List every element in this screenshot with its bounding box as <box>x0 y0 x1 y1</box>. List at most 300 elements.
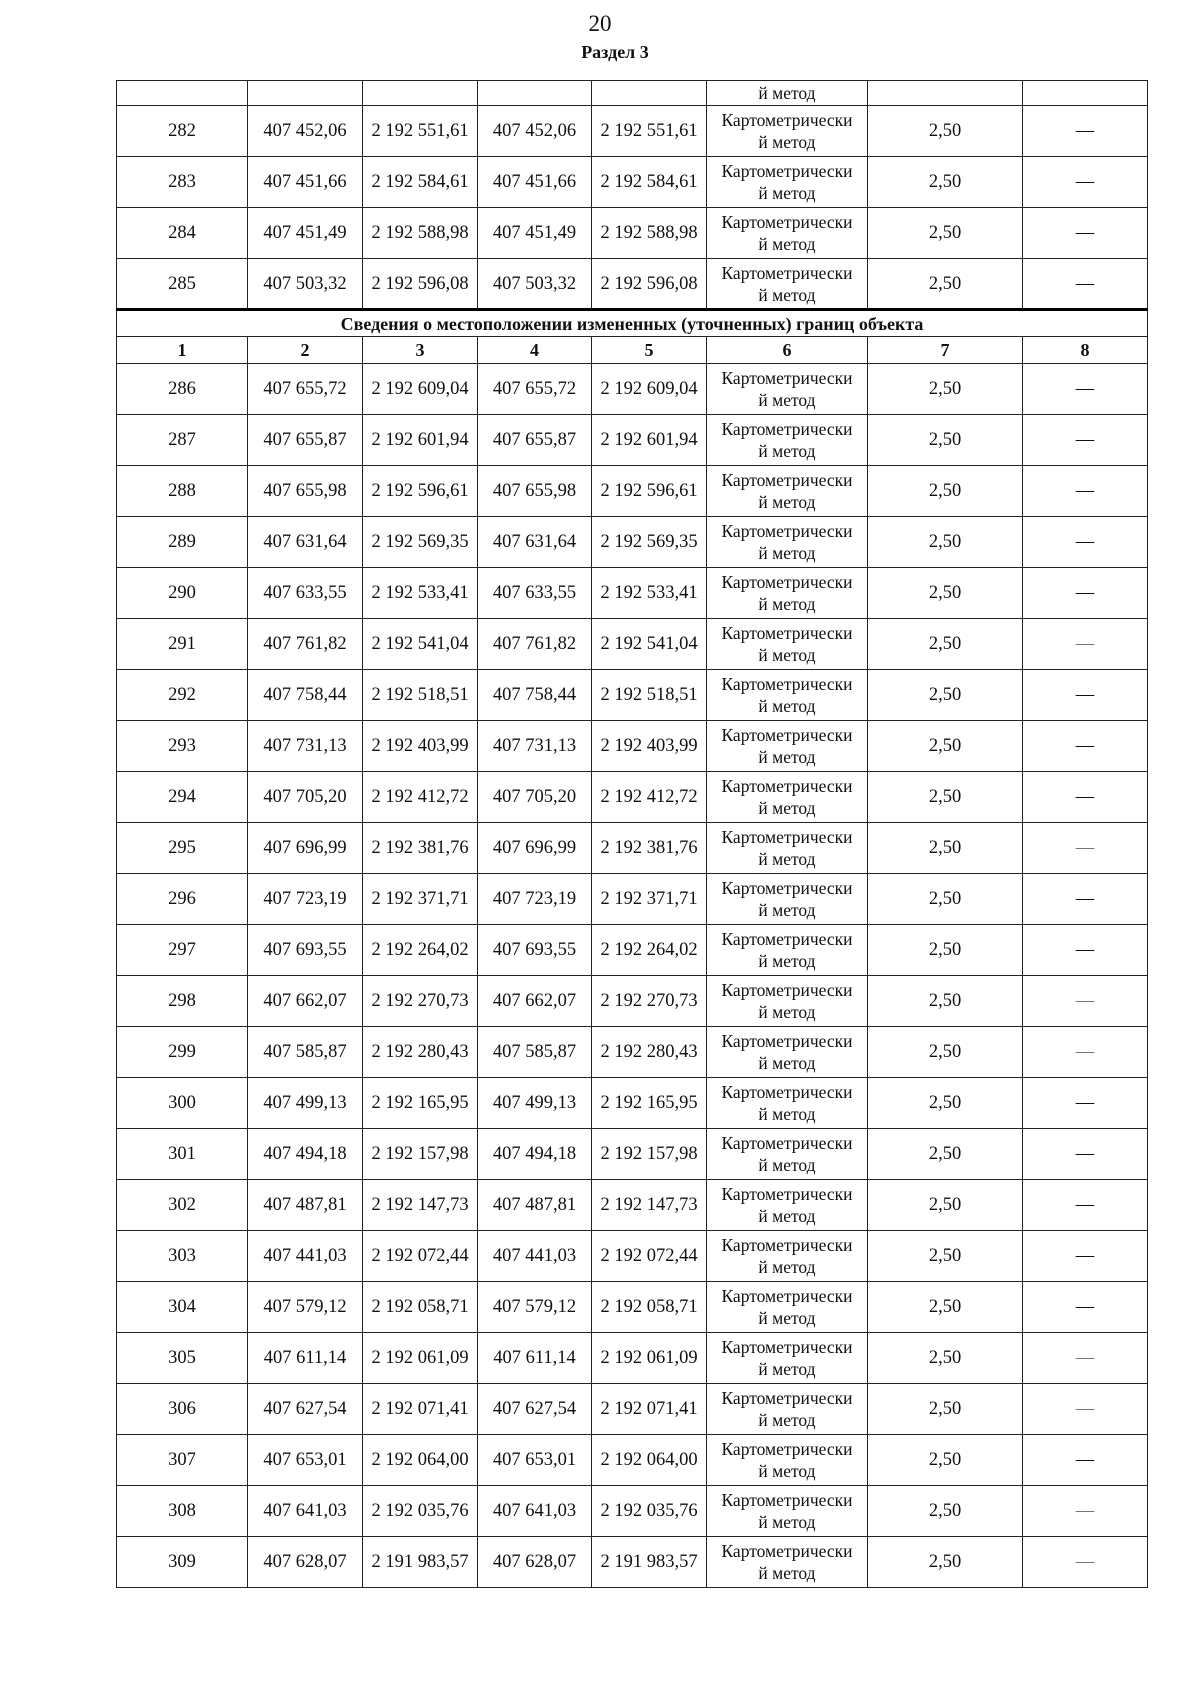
method-cell <box>707 1078 868 1129</box>
x-existing: 407 723,19 <box>248 874 363 925</box>
accuracy-value: 2,50 <box>868 568 1023 619</box>
y-refined: 2 192 064,00 <box>592 1435 707 1486</box>
method-line: й метод <box>758 492 816 512</box>
y-refined: 2 192 533,41 <box>592 568 707 619</box>
method-cell <box>707 1333 868 1384</box>
x-existing: 407 641,03 <box>248 1486 363 1537</box>
x-refined: 407 655,98 <box>478 466 592 517</box>
table-row <box>117 1129 1148 1180</box>
method-line: Картометрически <box>721 368 853 388</box>
y-refined: 2 192 596,08 <box>592 259 707 310</box>
section-header <box>117 310 1148 364</box>
note-dash: — <box>1023 415 1148 466</box>
table-row <box>117 823 1148 874</box>
accuracy-value: 2,50 <box>868 772 1023 823</box>
y-existing: 2 192 058,71 <box>363 1282 478 1333</box>
point-number: 307 <box>117 1435 248 1486</box>
table-row <box>117 1282 1148 1333</box>
x-existing: 407 503,32 <box>248 259 363 310</box>
x-existing: 407 705,20 <box>248 772 363 823</box>
table-row <box>117 259 1148 310</box>
accuracy-value: 2,50 <box>868 1537 1023 1588</box>
y-refined: 2 192 518,51 <box>592 670 707 721</box>
method-line: й метод <box>758 132 816 152</box>
method-line: й метод <box>758 594 816 614</box>
table-row <box>117 1537 1148 1588</box>
y-existing: 2 192 596,61 <box>363 466 478 517</box>
column-number: 4 <box>478 337 592 364</box>
method-line: Картометрически <box>721 419 853 439</box>
table-row <box>117 772 1148 823</box>
x-refined: 407 585,87 <box>478 1027 592 1078</box>
method-line: Картометрически <box>721 1388 853 1408</box>
note-dash: — <box>1023 1486 1148 1537</box>
x-refined: 407 487,81 <box>478 1180 592 1231</box>
method-line: й метод <box>758 183 816 203</box>
method-line: Картометрически <box>721 262 853 283</box>
x-existing: 407 758,44 <box>248 670 363 721</box>
y-existing: 2 192 541,04 <box>363 619 478 670</box>
point-number: 305 <box>117 1333 248 1384</box>
x-refined: 407 633,55 <box>478 568 592 619</box>
point-number: 295 <box>117 823 248 874</box>
accuracy-value: 2,50 <box>868 925 1023 976</box>
note-dash: — <box>1023 568 1148 619</box>
y-refined: 2 192 072,44 <box>592 1231 707 1282</box>
x-existing: 407 452,06 <box>248 106 363 157</box>
method-cell <box>707 466 868 517</box>
x-existing: 407 633,55 <box>248 568 363 619</box>
method-line: Картометрически <box>721 1439 853 1459</box>
x-refined: 407 705,20 <box>478 772 592 823</box>
x-existing: 407 761,82 <box>248 619 363 670</box>
y-refined: 2 192 381,76 <box>592 823 707 874</box>
y-existing: 2 192 551,61 <box>363 106 478 157</box>
table-row <box>117 976 1148 1027</box>
y-refined: 2 192 569,35 <box>592 517 707 568</box>
method-line: й метод <box>758 1359 816 1379</box>
note-dash: — <box>1023 106 1148 157</box>
method-line: Картометрически <box>721 470 853 490</box>
accuracy-value: 2,50 <box>868 415 1023 466</box>
y-refined: 2 192 061,09 <box>592 1333 707 1384</box>
accuracy-value: 2,50 <box>868 466 1023 517</box>
column-number: 6 <box>707 337 868 364</box>
accuracy-value: 2,50 <box>868 364 1023 415</box>
x-existing: 407 696,99 <box>248 823 363 874</box>
point-number: 300 <box>117 1078 248 1129</box>
y-existing: 2 192 584,61 <box>363 157 478 208</box>
note-dash: — <box>1023 772 1148 823</box>
point-number: 309 <box>117 1537 248 1588</box>
section-title: Раздел 3 <box>581 42 649 62</box>
x-refined: 407 662,07 <box>478 976 592 1027</box>
method-line: й метод <box>758 284 816 305</box>
accuracy-value: 2,50 <box>868 874 1023 925</box>
x-existing: 407 451,49 <box>248 208 363 259</box>
method-cell <box>707 670 868 721</box>
point-number: 284 <box>117 208 248 259</box>
method-line: Картометрически <box>721 929 853 949</box>
note-dash: — <box>1023 1282 1148 1333</box>
accuracy-value: 2,50 <box>868 208 1023 259</box>
x-refined: 407 693,55 <box>478 925 592 976</box>
column-number: 8 <box>1023 337 1148 364</box>
method-cell <box>707 1180 868 1231</box>
x-existing: 407 628,07 <box>248 1537 363 1588</box>
table-row <box>117 1231 1148 1282</box>
table-row <box>117 721 1148 772</box>
note-dash: — <box>1023 670 1148 721</box>
column-number: 1 <box>117 337 248 364</box>
method-line: й метод <box>758 1002 816 1022</box>
method-line: й метод <box>758 1512 816 1532</box>
y-existing: 2 192 533,41 <box>363 568 478 619</box>
point-number: 288 <box>117 466 248 517</box>
method-cell <box>707 721 868 772</box>
note-dash: — <box>1023 1435 1148 1486</box>
point-number: 303 <box>117 1231 248 1282</box>
note-dash: — <box>1023 1231 1148 1282</box>
method-line: Картометрически <box>721 1541 853 1561</box>
method-cell <box>707 925 868 976</box>
point-number: 291 <box>117 619 248 670</box>
method-line: й метод <box>758 1308 816 1328</box>
y-existing: 2 192 588,98 <box>363 208 478 259</box>
method-cell <box>707 1537 868 1588</box>
y-refined: 2 192 601,94 <box>592 415 707 466</box>
method-line: Картометрически <box>721 623 853 643</box>
y-refined: 2 191 983,57 <box>592 1537 707 1588</box>
x-refined: 407 499,13 <box>478 1078 592 1129</box>
method-line: й метод <box>758 645 816 665</box>
x-refined: 407 452,06 <box>478 106 592 157</box>
x-existing: 407 627,54 <box>248 1384 363 1435</box>
method-line: й метод <box>758 1155 816 1175</box>
point-number: 287 <box>117 415 248 466</box>
note-dash: — <box>1023 1537 1148 1588</box>
method-line: й метод <box>758 849 816 869</box>
method-cell <box>707 1435 868 1486</box>
table-row <box>117 568 1148 619</box>
x-refined: 407 631,64 <box>478 517 592 568</box>
x-refined: 407 761,82 <box>478 619 592 670</box>
x-refined: 407 655,72 <box>478 364 592 415</box>
accuracy-value: 2,50 <box>868 1231 1023 1282</box>
method-line: Картометрически <box>721 161 853 181</box>
method-cell <box>707 1384 868 1435</box>
y-refined: 2 192 157,98 <box>592 1129 707 1180</box>
x-existing: 407 655,72 <box>248 364 363 415</box>
method-cell <box>707 976 868 1027</box>
note-dash: — <box>1023 976 1148 1027</box>
method-cell <box>707 364 868 415</box>
x-refined: 407 628,07 <box>478 1537 592 1588</box>
method-cell <box>707 157 868 208</box>
note-dash: — <box>1023 364 1148 415</box>
method-line: й метод <box>758 1410 816 1430</box>
x-refined: 407 494,18 <box>478 1129 592 1180</box>
y-existing: 2 192 264,02 <box>363 925 478 976</box>
method-line: Картометрически <box>721 1235 853 1255</box>
y-existing: 2 192 165,95 <box>363 1078 478 1129</box>
x-refined: 407 696,99 <box>478 823 592 874</box>
y-refined: 2 192 412,72 <box>592 772 707 823</box>
note-dash: — <box>1023 1129 1148 1180</box>
y-refined: 2 192 541,04 <box>592 619 707 670</box>
x-existing: 407 631,64 <box>248 517 363 568</box>
y-existing: 2 192 403,99 <box>363 721 478 772</box>
method-cell <box>707 1282 868 1333</box>
point-number: 292 <box>117 670 248 721</box>
accuracy-value: 2,50 <box>868 1129 1023 1180</box>
y-existing: 2 192 596,08 <box>363 259 478 310</box>
method-line: й метод <box>758 798 816 818</box>
table-row <box>117 157 1148 208</box>
method-line: Картометрически <box>721 212 853 232</box>
point-number: 296 <box>117 874 248 925</box>
x-existing: 407 579,12 <box>248 1282 363 1333</box>
x-refined: 407 641,03 <box>478 1486 592 1537</box>
method-line: й метод <box>758 1461 816 1481</box>
x-existing: 407 494,18 <box>248 1129 363 1180</box>
note-dash: — <box>1023 157 1148 208</box>
note-dash: — <box>1023 619 1148 670</box>
column-numbers-row <box>117 337 1148 364</box>
y-refined: 2 192 165,95 <box>592 1078 707 1129</box>
note-dash: — <box>1023 823 1148 874</box>
method-line: Картометрически <box>721 521 853 541</box>
x-existing: 407 693,55 <box>248 925 363 976</box>
accuracy-value: 2,50 <box>868 1333 1023 1384</box>
x-refined: 407 627,54 <box>478 1384 592 1435</box>
method-line: й метод <box>758 1563 816 1583</box>
point-number: 286 <box>117 364 248 415</box>
method-line: й метод <box>758 234 816 254</box>
table-row <box>117 415 1148 466</box>
method-line: Картометрически <box>721 1337 853 1357</box>
x-existing: 407 451,66 <box>248 157 363 208</box>
table-row <box>117 1027 1148 1078</box>
method-cell <box>707 517 868 568</box>
y-existing: 2 192 381,76 <box>363 823 478 874</box>
method-cell <box>707 823 868 874</box>
method-line: й метод <box>758 543 816 563</box>
x-refined: 407 451,49 <box>478 208 592 259</box>
x-refined: 407 731,13 <box>478 721 592 772</box>
method-line: Картометрически <box>721 1490 853 1510</box>
accuracy-value: 2,50 <box>868 721 1023 772</box>
x-refined: 407 655,87 <box>478 415 592 466</box>
x-existing: 407 585,87 <box>248 1027 363 1078</box>
table-row <box>117 1435 1148 1486</box>
y-existing: 2 192 270,73 <box>363 976 478 1027</box>
point-number: 293 <box>117 721 248 772</box>
point-number: 285 <box>117 259 248 310</box>
coordinates-table <box>116 80 1148 1588</box>
section-heading-row <box>117 310 1148 337</box>
method-cell <box>707 106 868 157</box>
y-refined: 2 192 584,61 <box>592 157 707 208</box>
point-number: 299 <box>117 1027 248 1078</box>
y-refined: 2 192 147,73 <box>592 1180 707 1231</box>
x-refined: 407 723,19 <box>478 874 592 925</box>
method-cell <box>707 1027 868 1078</box>
x-existing: 407 655,87 <box>248 415 363 466</box>
y-existing: 2 192 064,00 <box>363 1435 478 1486</box>
table-row <box>117 517 1148 568</box>
method-line: Картометрически <box>721 827 853 847</box>
point-number: 294 <box>117 772 248 823</box>
y-existing: 2 192 071,41 <box>363 1384 478 1435</box>
y-refined: 2 192 280,43 <box>592 1027 707 1078</box>
method-line: й метод <box>758 951 816 971</box>
y-refined: 2 192 071,41 <box>592 1384 707 1435</box>
y-existing: 2 192 518,51 <box>363 670 478 721</box>
method-cell <box>707 259 868 310</box>
point-number: 308 <box>117 1486 248 1537</box>
point-number: 302 <box>117 1180 248 1231</box>
table-row <box>117 1078 1148 1129</box>
accuracy-value: 2,50 <box>868 670 1023 721</box>
point-number: 289 <box>117 517 248 568</box>
accuracy-value: 2,50 <box>868 1384 1023 1435</box>
table-row <box>117 619 1148 670</box>
accuracy-value: 2,50 <box>868 1282 1023 1333</box>
column-number: 3 <box>363 337 478 364</box>
y-refined: 2 192 270,73 <box>592 976 707 1027</box>
method-line: Картометрически <box>721 110 853 130</box>
table-row <box>117 1384 1148 1435</box>
y-existing: 2 192 157,98 <box>363 1129 478 1180</box>
table-row <box>117 874 1148 925</box>
accuracy-value: 2,50 <box>868 823 1023 874</box>
method-cell <box>707 772 868 823</box>
method-cell <box>707 1231 868 1282</box>
note-dash: — <box>1023 721 1148 772</box>
point-number: 298 <box>117 976 248 1027</box>
accuracy-value: 2,50 <box>868 976 1023 1027</box>
method-line: й метод <box>758 441 816 461</box>
method-line: Картометрически <box>721 1031 853 1051</box>
page-number: 20 <box>588 11 612 36</box>
x-refined: 407 758,44 <box>478 670 592 721</box>
x-existing: 407 655,98 <box>248 466 363 517</box>
note-dash: — <box>1023 1333 1148 1384</box>
y-refined: 2 192 035,76 <box>592 1486 707 1537</box>
note-dash: — <box>1023 1078 1148 1129</box>
method-line: й метод <box>758 747 816 767</box>
table-row <box>117 208 1148 259</box>
table-row <box>117 364 1148 415</box>
accuracy-value: 2,50 <box>868 1435 1023 1486</box>
x-existing: 407 731,13 <box>248 721 363 772</box>
method-line: Картометрически <box>721 1184 853 1204</box>
method-line: й метод <box>758 1104 816 1124</box>
column-number: 2 <box>248 337 363 364</box>
method-line: й метод <box>758 1206 816 1226</box>
point-number: 297 <box>117 925 248 976</box>
y-refined: 2 192 403,99 <box>592 721 707 772</box>
y-existing: 2 191 983,57 <box>363 1537 478 1588</box>
x-refined: 407 653,01 <box>478 1435 592 1486</box>
accuracy-value: 2,50 <box>868 1078 1023 1129</box>
method-cell <box>707 874 868 925</box>
point-number: 282 <box>117 106 248 157</box>
note-dash: — <box>1023 1180 1148 1231</box>
note-dash: — <box>1023 874 1148 925</box>
accuracy-value: 2,50 <box>868 1486 1023 1537</box>
x-refined: 407 503,32 <box>478 259 592 310</box>
method-cell <box>707 208 868 259</box>
method-line: Картометрически <box>721 1133 853 1153</box>
method-cell <box>707 1486 868 1537</box>
method-line: Картометрически <box>721 572 853 592</box>
y-refined: 2 192 596,61 <box>592 466 707 517</box>
note-dash: — <box>1023 259 1148 310</box>
x-existing: 407 499,13 <box>248 1078 363 1129</box>
note-dash: — <box>1023 466 1148 517</box>
y-existing: 2 192 371,71 <box>363 874 478 925</box>
method-line: й метод <box>758 1053 816 1073</box>
y-existing: 2 192 609,04 <box>363 364 478 415</box>
point-number: 306 <box>117 1384 248 1435</box>
y-refined: 2 192 551,61 <box>592 106 707 157</box>
point-number: 290 <box>117 568 248 619</box>
method-cell <box>707 568 868 619</box>
table-row <box>117 1180 1148 1231</box>
y-existing: 2 192 601,94 <box>363 415 478 466</box>
table-row <box>117 925 1148 976</box>
accuracy-value: 2,50 <box>868 1180 1023 1231</box>
method-line: й метод <box>758 1257 816 1277</box>
y-existing: 2 192 412,72 <box>363 772 478 823</box>
y-refined: 2 192 609,04 <box>592 364 707 415</box>
y-refined: 2 192 588,98 <box>592 208 707 259</box>
method-line: Картометрически <box>721 725 853 745</box>
point-number: 283 <box>117 157 248 208</box>
method-line: Картометрически <box>721 1082 853 1102</box>
accuracy-value: 2,50 <box>868 157 1023 208</box>
x-refined: 407 451,66 <box>478 157 592 208</box>
column-number: 7 <box>868 337 1023 364</box>
method-line: й метод <box>758 900 816 920</box>
table-body-continuation <box>117 81 1148 310</box>
x-existing: 407 662,07 <box>248 976 363 1027</box>
method-cell <box>707 619 868 670</box>
method-cell <box>707 415 868 466</box>
accuracy-value: 2,50 <box>868 106 1023 157</box>
section-heading: Сведения о местоположении измененных (уточненных) границ объекта <box>117 310 1148 337</box>
accuracy-value: 2,50 <box>868 517 1023 568</box>
x-existing: 407 611,14 <box>248 1333 363 1384</box>
accuracy-value: 2,50 <box>868 259 1023 310</box>
table-body-points <box>117 364 1148 1588</box>
method-line: Картометрически <box>721 980 853 1000</box>
y-existing: 2 192 061,09 <box>363 1333 478 1384</box>
y-refined: 2 192 264,02 <box>592 925 707 976</box>
y-existing: 2 192 280,43 <box>363 1027 478 1078</box>
note-dash: — <box>1023 208 1148 259</box>
x-refined: 407 441,03 <box>478 1231 592 1282</box>
method-line: Картометрически <box>721 674 853 694</box>
accuracy-value: 2,50 <box>868 619 1023 670</box>
method-cell <box>707 1129 868 1180</box>
table-row <box>117 1486 1148 1537</box>
y-existing: 2 192 072,44 <box>363 1231 478 1282</box>
y-existing: 2 192 569,35 <box>363 517 478 568</box>
y-existing: 2 192 147,73 <box>363 1180 478 1231</box>
